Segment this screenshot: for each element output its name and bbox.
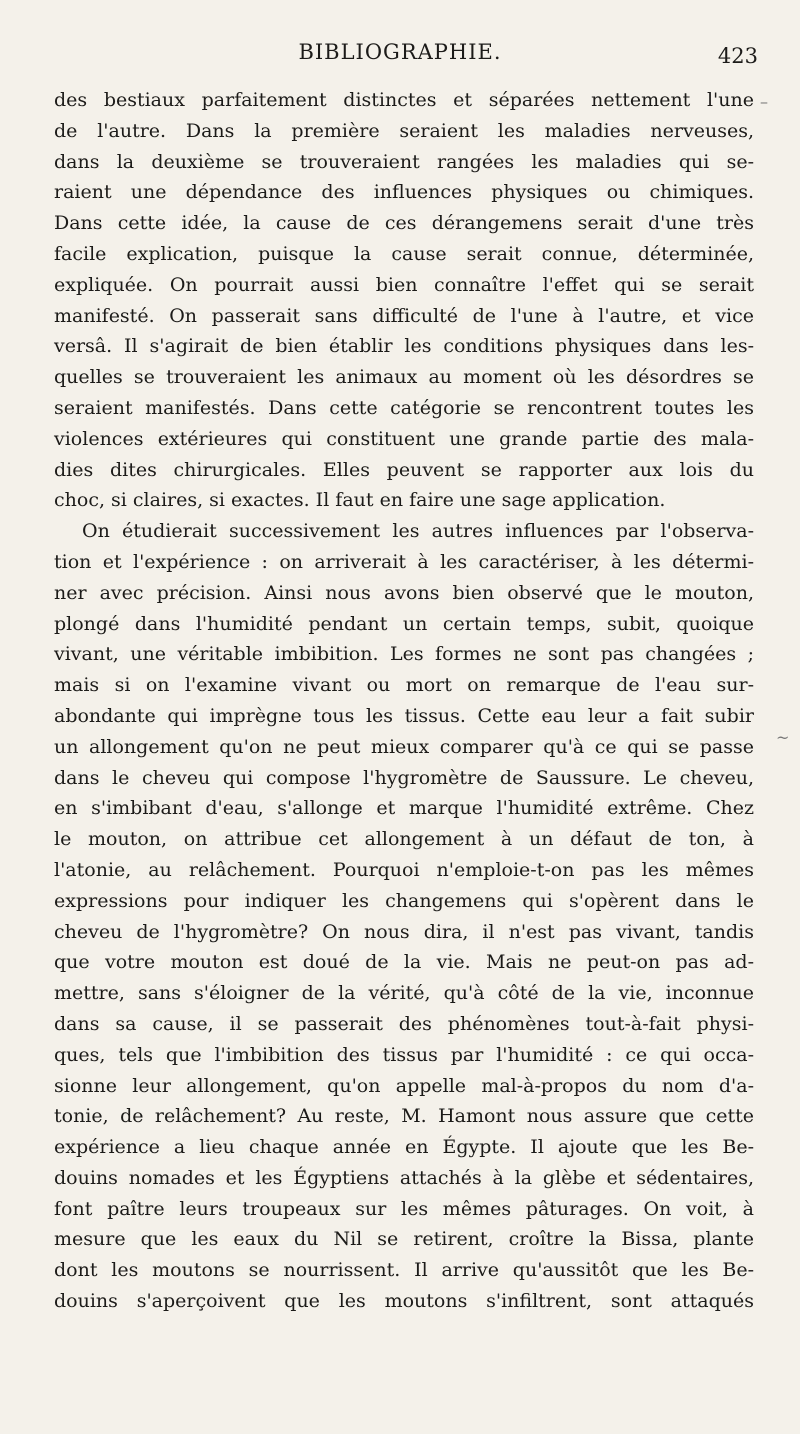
text-line: de l'autre. Dans la première seraient les maladies nerveuses, <box>54 119 754 142</box>
margin-mark: – <box>760 92 768 111</box>
text-line: tion et l'expérience : on arriverait à les caractériser, à les détermi- <box>54 550 754 573</box>
text-line: abondante qui imprègne tous les tissus. Cette eau leur a fait subir <box>54 704 754 727</box>
text-line: le mouton, on attribue cet allongement à un défaut de ton, à <box>54 828 754 851</box>
text-line: un allongement qu'on ne peut mieux comparer qu'à ce qui se passe <box>54 735 754 758</box>
text-line: douins s'aperçoivent que les moutons s'infiltrent, sont attaqués <box>54 1290 754 1313</box>
text-line: quelles se trouveraient les animaux au moment où les désordres se <box>54 366 754 389</box>
text-line: douins nomades et les Égyptiens attachés à la glèbe et sédentaires, <box>54 1166 754 1189</box>
text-line: dans sa cause, il se passerait des phénomènes tout-à-fait physi- <box>54 1012 754 1035</box>
text-line: dans la deuxième se trouveraient rangées les maladies qui se- <box>54 150 754 173</box>
text-line: versâ. Il s'agirait de bien établir les conditions physiques dans les- <box>54 335 754 358</box>
text-line: mesure que les eaux du Nil se retirent, croître la Bissa, plante <box>54 1228 754 1251</box>
text-line: raient une dépendance des influences physiques ou chimiques. <box>54 181 754 204</box>
text-line: seraient manifestés. Dans cette catégorie se rencontrent toutes les <box>54 396 754 419</box>
text-line: ner avec précision. Ainsi nous avons bien observé que le mouton, <box>54 581 754 604</box>
margin-mark: ~ <box>776 728 790 747</box>
text-line: violences extérieures qui constituent une grande partie des mala- <box>54 427 754 450</box>
text-line: manifesté. On passerait sans difficulté de l'une à l'autre, et vice <box>54 304 754 327</box>
text-line: On étudierait successivement les autres influences par l'observa- <box>82 520 754 543</box>
text-line: expliquée. On pourrait aussi bien connaître l'effet qui se serait <box>54 273 754 296</box>
text-line: tonie, de relâchement? Au reste, M. Hamont nous assure que cette <box>54 1105 754 1128</box>
text-line: facile explication, puisque la cause serait connue, déterminée, <box>54 242 754 265</box>
text-line: sionne leur allongement, qu'on appelle mal-à-propos du nom d'a- <box>54 1074 754 1097</box>
text-line: plongé dans l'humidité pendant un certain temps, subit, quoique <box>54 612 754 635</box>
text-line: vivant, une véritable imbibition. Les formes ne sont pas changées ; <box>54 643 754 666</box>
text-line: choc, si claires, si exactes. Il faut en faire une sage application. <box>54 489 666 512</box>
text-line: dans le cheveu qui compose l'hygromètre de Saussure. Le cheveu, <box>54 766 754 789</box>
text-line: mettre, sans s'éloigner de la vérité, qu'à côté de la vie, inconnue <box>54 982 754 1005</box>
text-line: l'atonie, au relâchement. Pourquoi n'emploie-t-on pas les mêmes <box>54 858 754 881</box>
page-number: 423 <box>717 44 758 68</box>
text-line: ques, tels que l'imbibition des tissus par l'humidité : ce qui occa- <box>54 1043 754 1066</box>
text-line: en s'imbibant d'eau, s'allonge et marque l'humidité extrême. Chez <box>54 797 754 820</box>
text-line: font paître leurs troupeaux sur les mêmes pâturages. On voit, à <box>54 1197 754 1220</box>
text-line: des bestiaux parfaitement distinctes et séparées nettement l'une <box>54 89 754 111</box>
text-line: dies dites chirurgicales. Elles peuvent se rapporter aux lois du <box>54 458 754 481</box>
running-title: BIBLIOGRAPHIE. <box>298 40 502 64</box>
text-line: cheveu de l'hygromètre? On nous dira, il n'est pas vivant, tandis <box>54 920 754 943</box>
text-line: Dans cette idée, la cause de ces dérangemens serait d'une très <box>54 212 754 235</box>
text-line: expérience a lieu chaque année en Égypte. Il ajoute que les Be- <box>54 1136 754 1159</box>
text-line: expressions pour indiquer les changemens qui s'opèrent dans le <box>54 889 754 912</box>
body-text <box>54 85 754 1317</box>
text-line: mais si on l'examine vivant ou mort on remarque de l'eau sur- <box>54 674 754 697</box>
text-line: dont les moutons se nourrissent. Il arrive qu'aussitôt que les Be- <box>54 1259 754 1282</box>
text-line: que votre mouton est doué de la vie. Mais ne peut-on pas ad- <box>54 951 754 974</box>
